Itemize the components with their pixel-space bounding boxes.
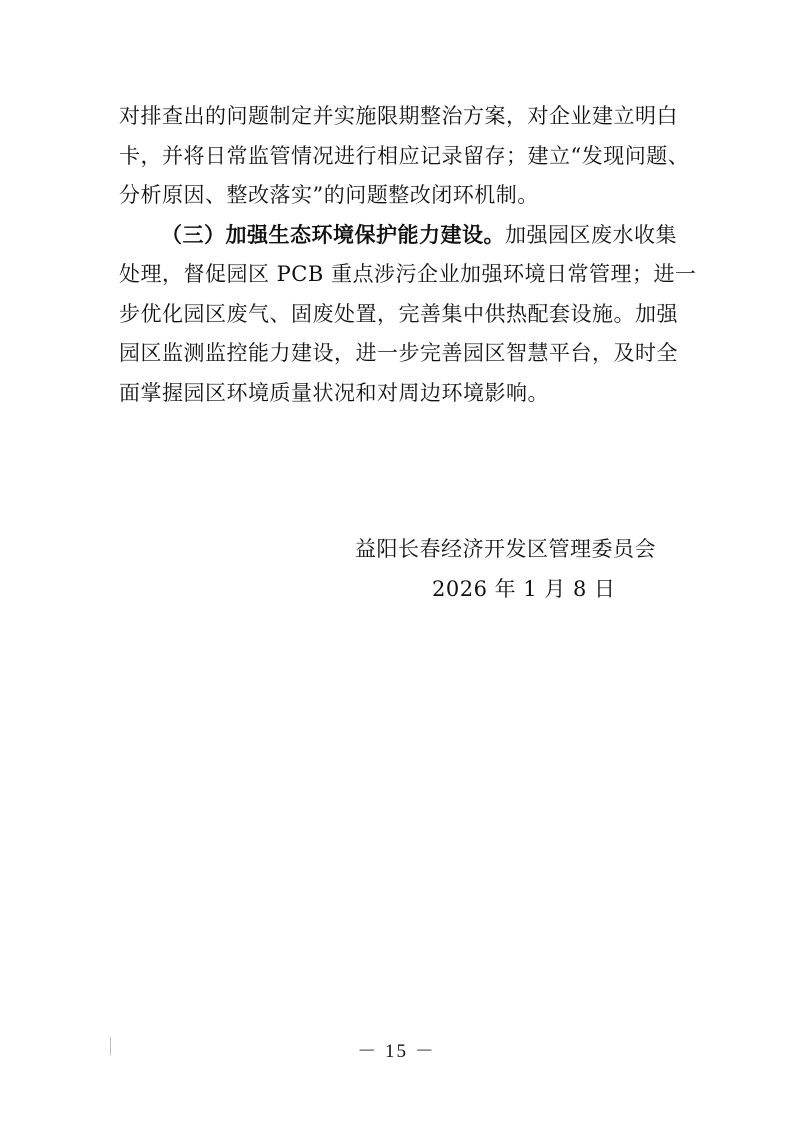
text-run: 加强园区废水收集 [505,223,677,247]
text-line: 面掌握园区环境质量状况和对周边环境影响。 [119,381,549,405]
text-line: 处理，督促园区 PCB 重点涉污企业加强环境日常管理；进一 [119,262,697,286]
text-line: 分析原因、整改落实”的问题整改闭环机制。 [119,183,539,207]
issuing-organization: 益阳长春经济开发区管理委员会 [355,537,656,561]
text-line: 园区监测监控能力建设，进一步完善园区智慧平台，及时全 [119,341,678,365]
issue-date: 2026 年 1 月 8 日 [432,577,616,601]
section-heading: （三）加强生态环境保护能力建设。 [161,222,505,247]
page-number: － 15 － [357,1041,436,1062]
text-line: 卡，并将日常监管情况进行相应记录留存；建立“发现问题、 [119,144,690,168]
text-line [161,220,677,250]
text-line: 对排查出的问题制定并实施限期整治方案，对企业建立明白 [119,104,678,128]
text-line: 步优化园区废气、固废处置，完善集中供热配套设施。加强 [119,302,678,326]
